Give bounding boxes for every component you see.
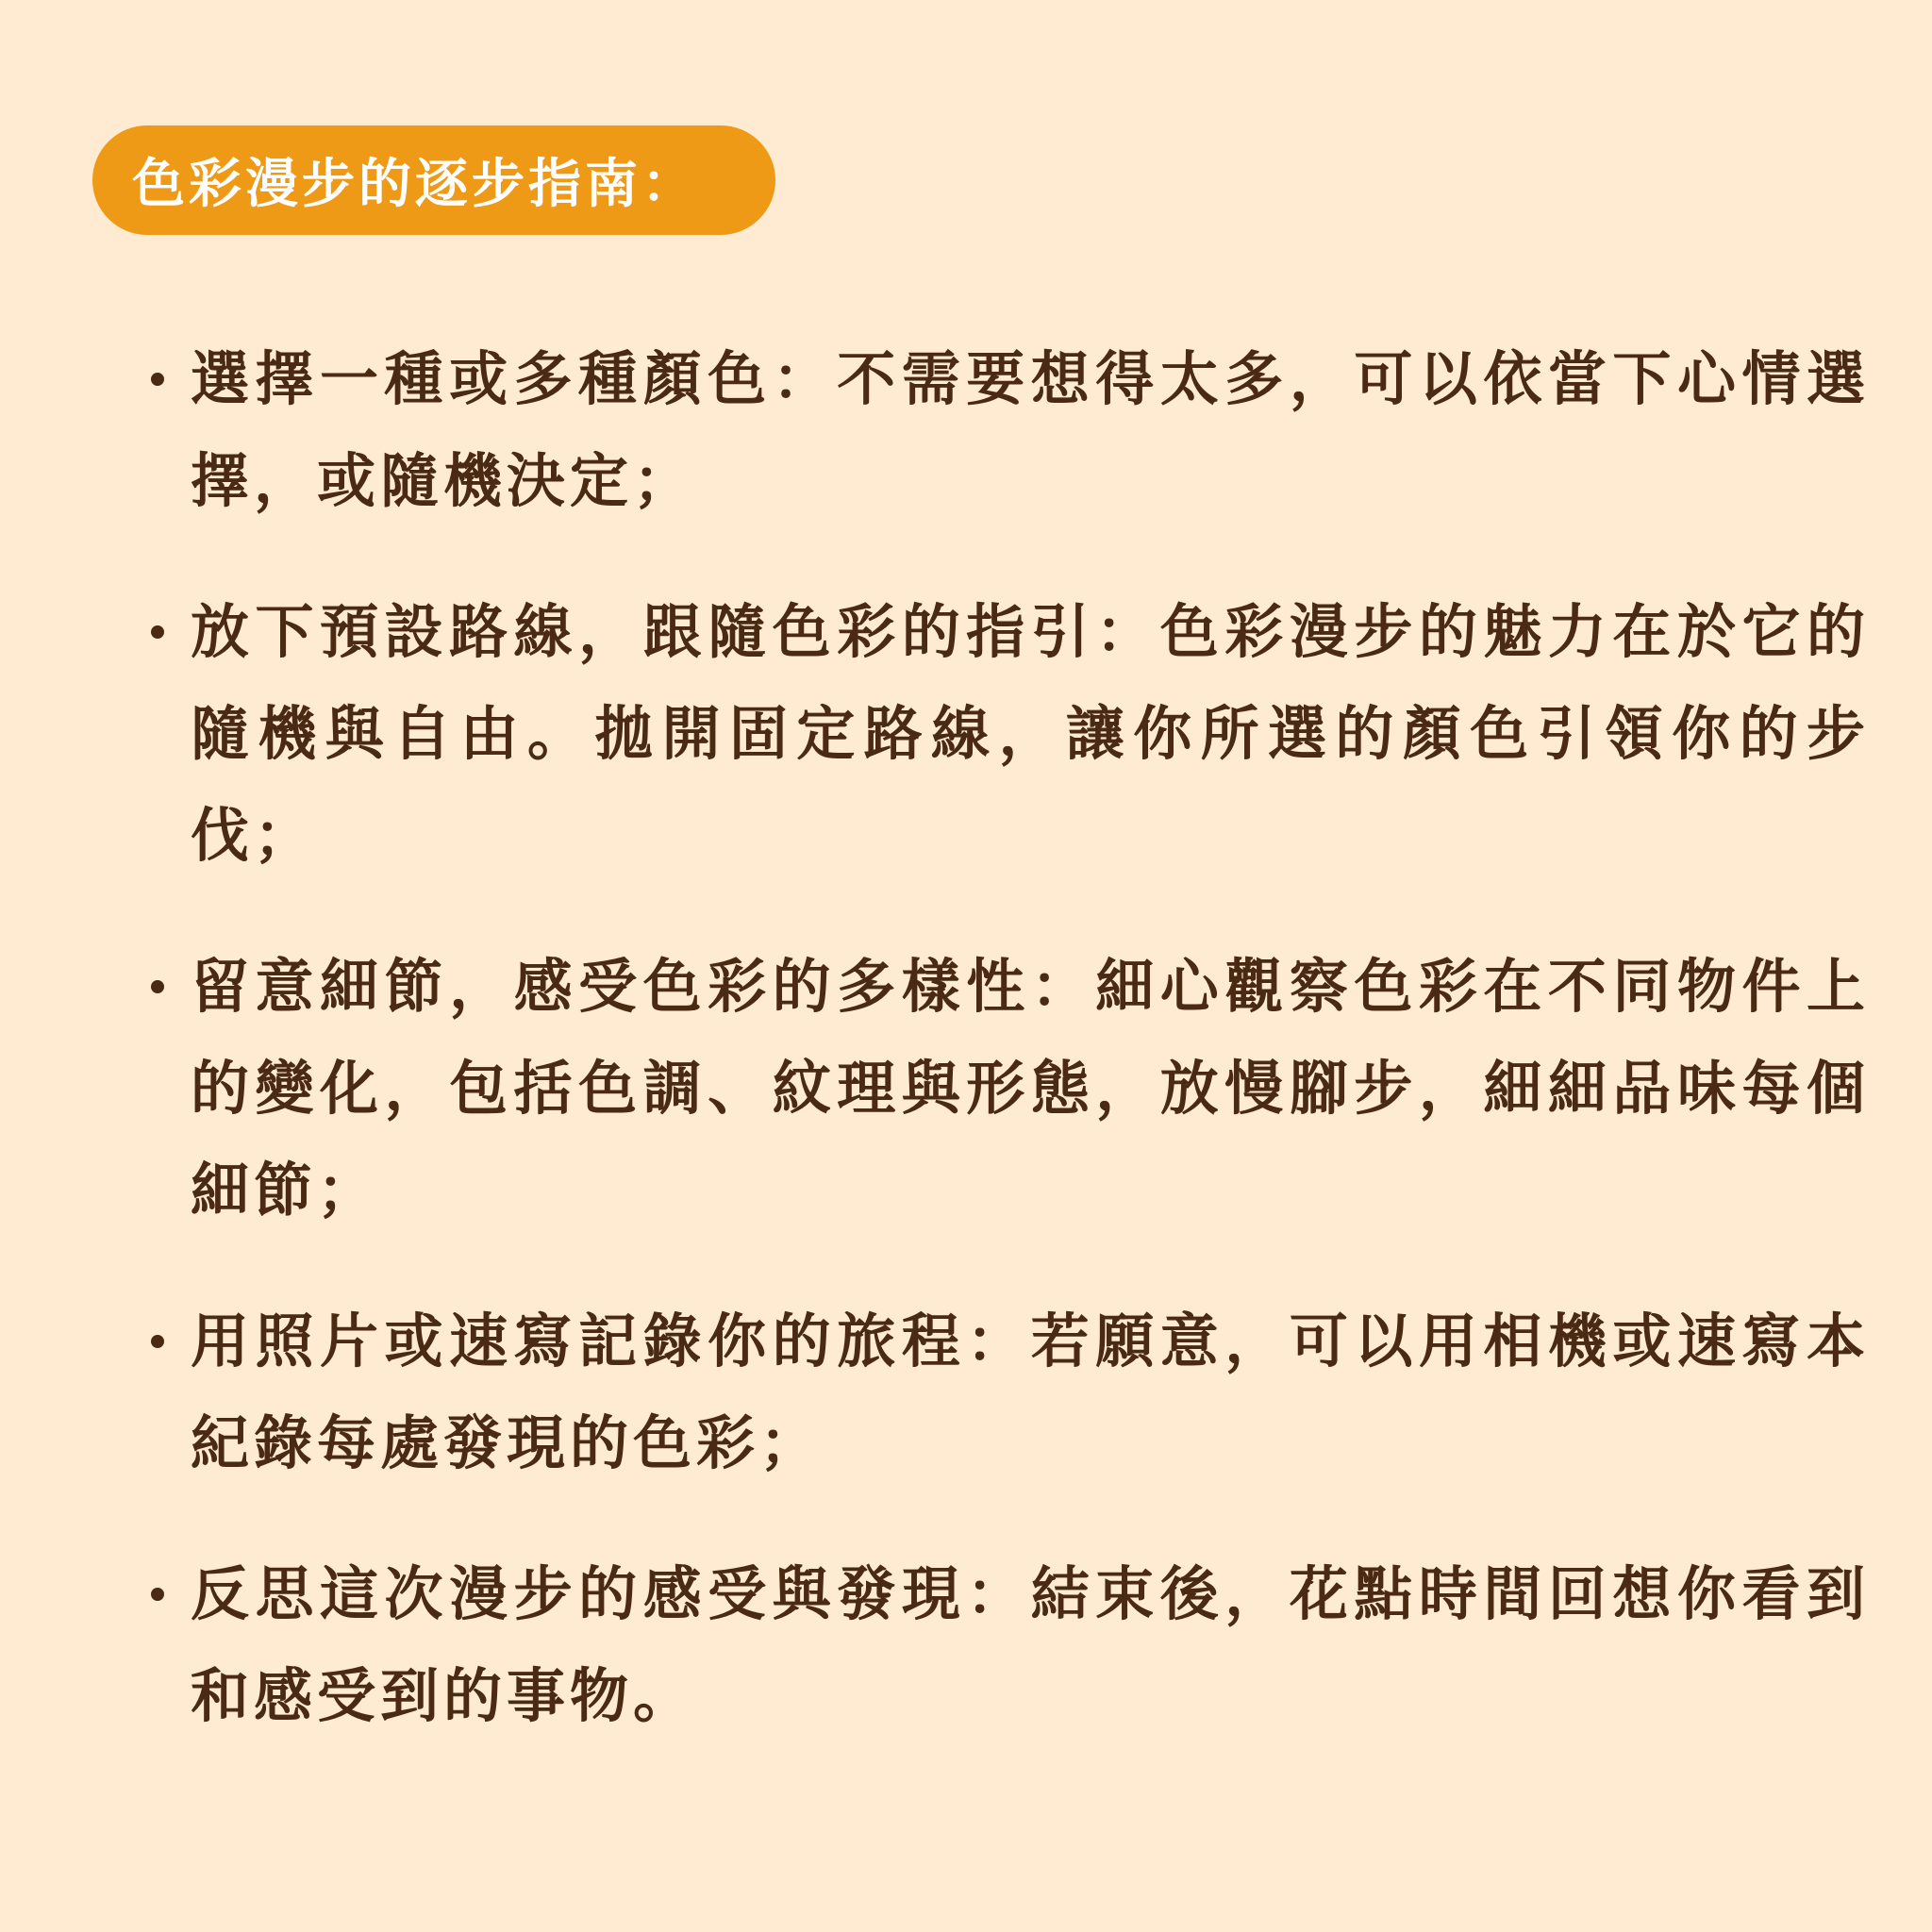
list-item bbox=[142, 581, 1870, 887]
bullet-icon bbox=[151, 373, 164, 386]
list-item-text: 留意細節，感受色彩的多樣性：細心觀察色彩在不同物件上的變化，包括色調、紋理與形態，放慢腳步，細細品味每個細節； bbox=[191, 952, 1870, 1224]
guide-list bbox=[142, 328, 1870, 1796]
list-item bbox=[142, 936, 1870, 1241]
list-item-text: 反思這次漫步的感受與發現：結束後，花點時間回想你看到和感受到的事物。 bbox=[191, 1559, 1870, 1730]
list-item bbox=[142, 1543, 1870, 1747]
bullet-icon bbox=[151, 1588, 164, 1601]
bullet-icon bbox=[151, 1335, 164, 1348]
bullet-icon bbox=[151, 980, 164, 993]
list-item-text: 放下預設路線，跟隨色彩的指引：色彩漫步的魅力在於它的隨機與自由。拋開固定路線，讓你所選的顏色引領你的步伐； bbox=[191, 597, 1870, 870]
list-item bbox=[142, 1291, 1870, 1494]
list-item bbox=[142, 328, 1870, 532]
bullet-icon bbox=[151, 625, 164, 639]
list-item-text: 用照片或速寫記錄你的旅程：若願意，可以用相機或速寫本紀錄每處發現的色彩； bbox=[191, 1307, 1870, 1477]
title-badge bbox=[92, 125, 775, 235]
list-item-text: 選擇一種或多種顏色：不需要想得太多，可以依當下心情選擇，或隨機決定； bbox=[191, 344, 1870, 515]
page-title: 色彩漫步的逐步指南： bbox=[132, 154, 698, 215]
